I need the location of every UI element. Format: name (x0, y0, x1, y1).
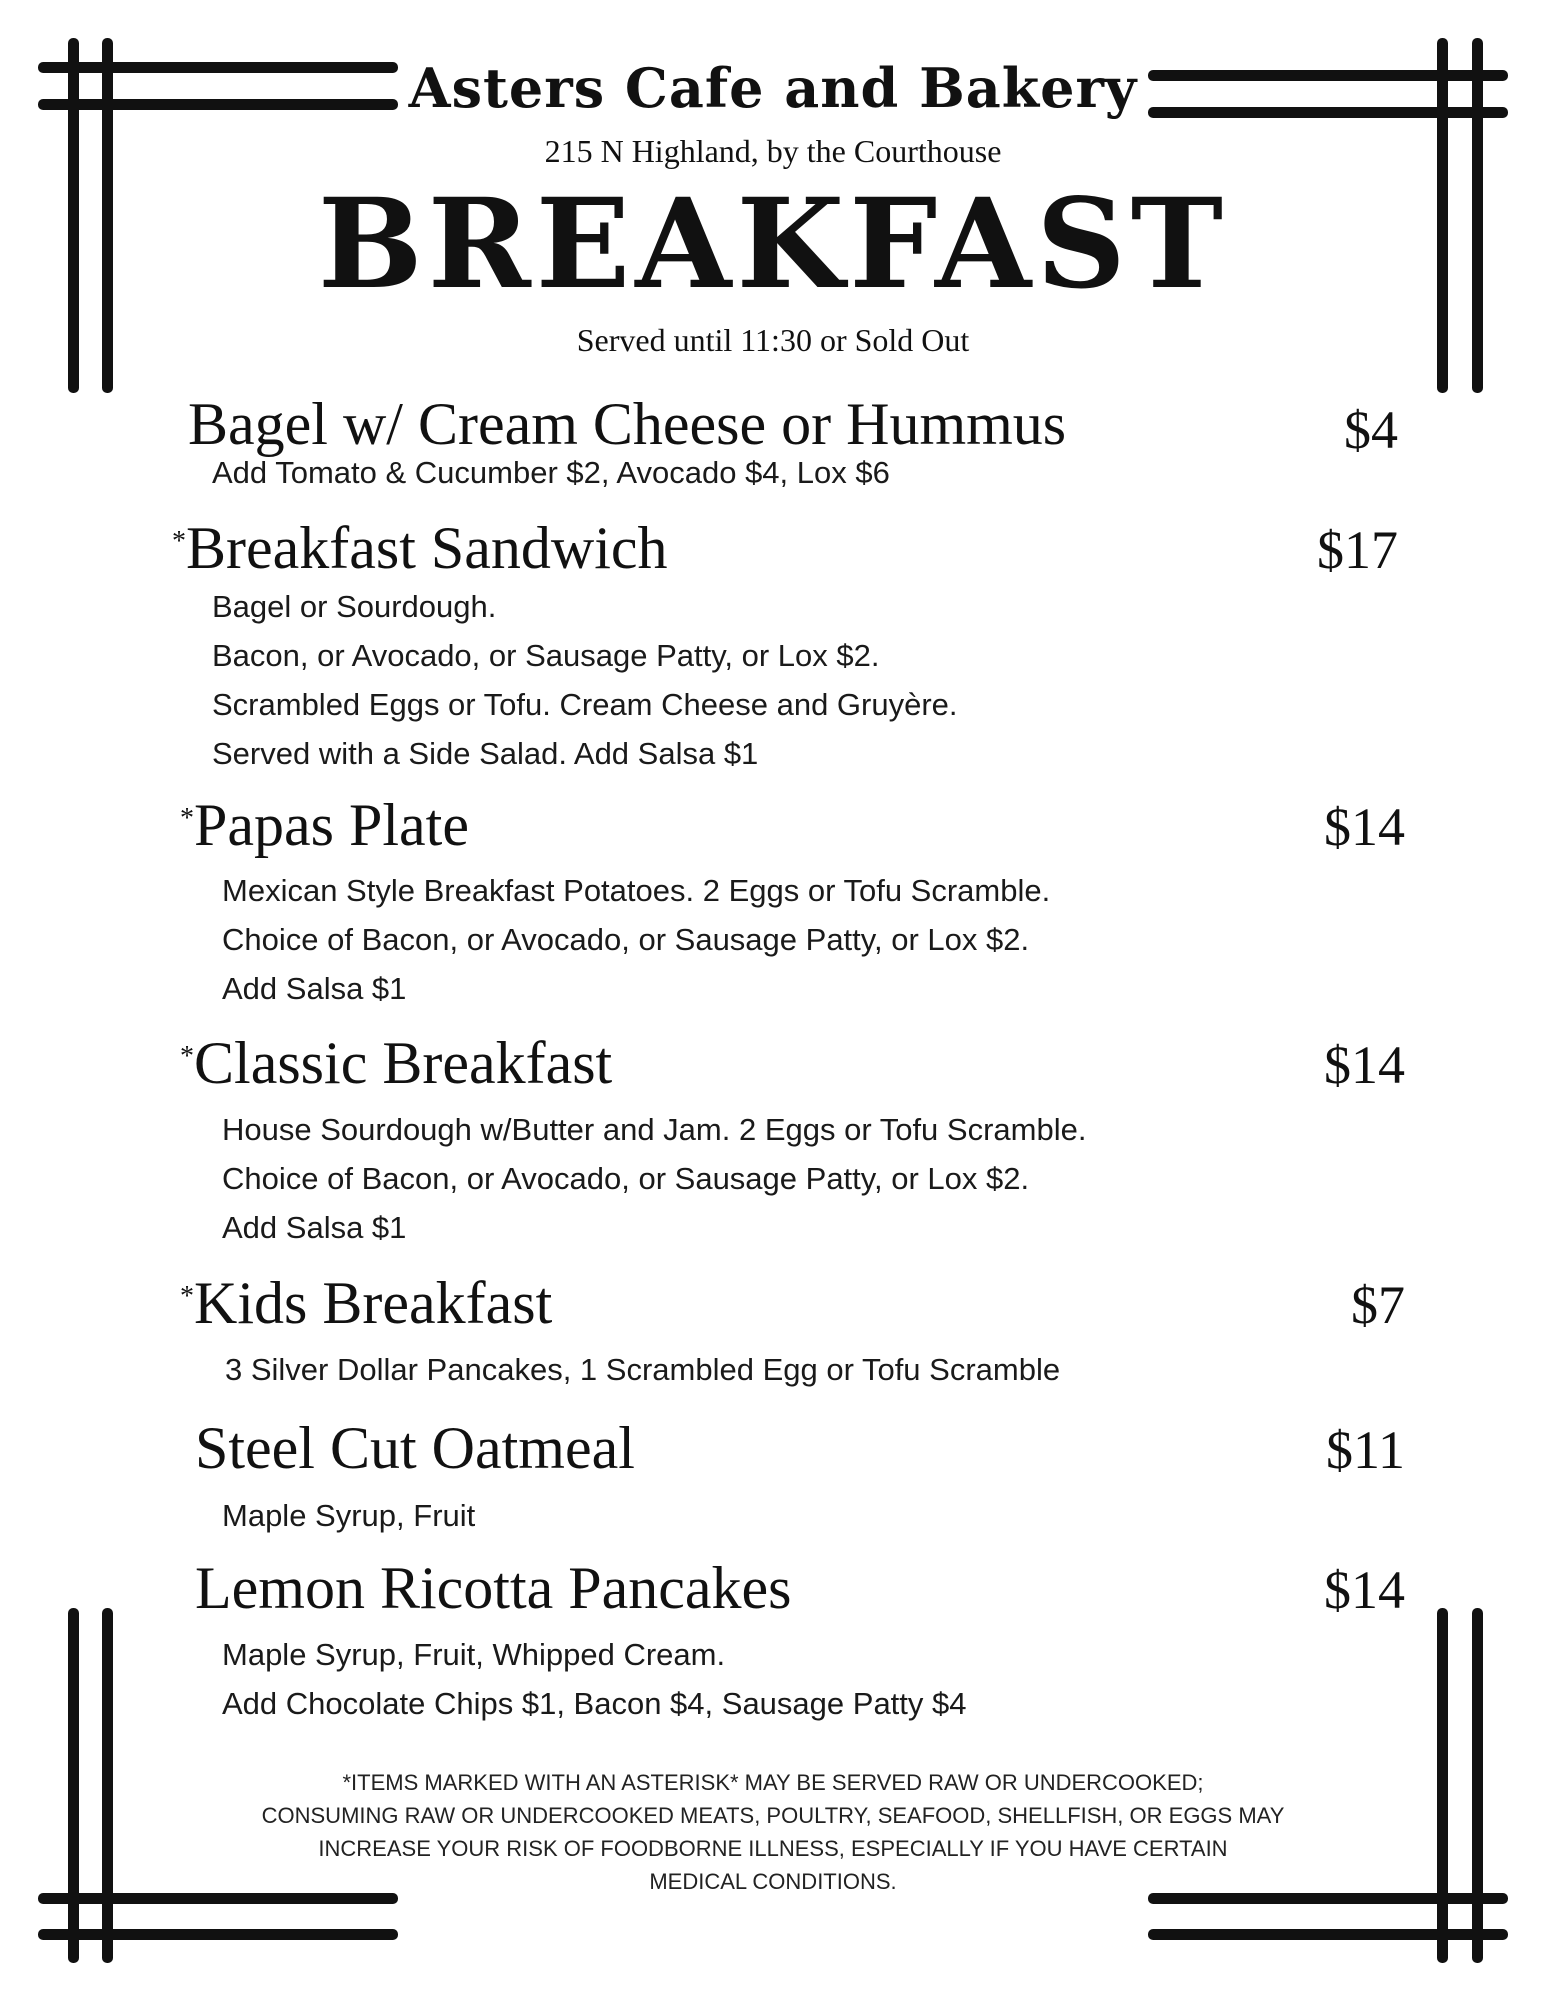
item-details: Add Tomato & Cucumber $2, Avocado $4, Lox $6 (212, 455, 890, 490)
item-name: *Breakfast Sandwich (172, 515, 668, 581)
disclaimer-line: CONSUMING RAW OR UNDERCOOKED MEATS, POULTRY, SEAFOOD, SHELLFISH, OR EGGS MAY (261, 1803, 1285, 1828)
served-until-note: Served until 11:30 or Sold Out (576, 322, 970, 358)
item-details: Bagel or Sourdough. Bacon, or Avocado, or Sausage Patty, or Lox $2. Scrambled Eggs or Tofu. Cream Cheese and Gruyère. Served with a Side Salad. Add Salsa $1 (212, 589, 958, 771)
item-price: $7 (1351, 1275, 1405, 1335)
item-price: $14 (1324, 1035, 1405, 1095)
item-price: $4 (1344, 400, 1398, 460)
item-details: 3 Silver Dollar Pancakes, 1 Scrambled Egg or Tofu Scramble (225, 1352, 1061, 1387)
item-name: *Classic Breakfast (180, 1030, 613, 1096)
item-name: Steel Cut Oatmeal (195, 1415, 635, 1481)
disclaimer-line: INCREASE YOUR RISK OF FOODBORNE ILLNESS, ESPECIALLY IF YOU HAVE CERTAIN (318, 1836, 1228, 1861)
item-details: Maple Syrup, Fruit (222, 1498, 476, 1533)
item-price: $17 (1317, 520, 1398, 580)
disclaimer-line: MEDICAL CONDITIONS. (649, 1869, 897, 1894)
disclaimer-line: *ITEMS MARKED WITH AN ASTERISK* MAY BE SERVED RAW OR UNDERCOOKED; (342, 1770, 1204, 1795)
item-name: Bagel w/ Cream Cheese or Hummus (188, 391, 1067, 457)
cafe-name: Asters Cafe and Bakery (408, 56, 1138, 120)
item-name: *Kids Breakfast (180, 1270, 553, 1336)
menu-title: BREAKFAST (317, 172, 1229, 317)
item-price: $11 (1326, 1420, 1405, 1480)
item-price: $14 (1324, 797, 1405, 857)
item-price: $14 (1324, 1560, 1405, 1620)
raw-food-disclaimer (0, 1766, 1546, 1898)
item-details: House Sourdough w/Butter and Jam. 2 Eggs or Tofu Scramble. Choice of Bacon, or Avocado, or Sausage Patty, or Lox $2. Add Salsa $1 (222, 1112, 1087, 1245)
item-name: *Papas Plate (180, 792, 469, 858)
item-details: Maple Syrup, Fruit, Whipped Cream. Add Chocolate Chips $1, Bacon $4, Sausage Patty $4 (222, 1637, 967, 1721)
item-name: Lemon Ricotta Pancakes (195, 1555, 792, 1621)
item-details: Mexican Style Breakfast Potatoes. 2 Eggs or Tofu Scramble. Choice of Bacon, or Avocado, or Sausage Patty, or Lox $2. Add Salsa $1 (222, 873, 1051, 1006)
cafe-address: 215 N Highland, by the Courthouse (544, 133, 1002, 169)
